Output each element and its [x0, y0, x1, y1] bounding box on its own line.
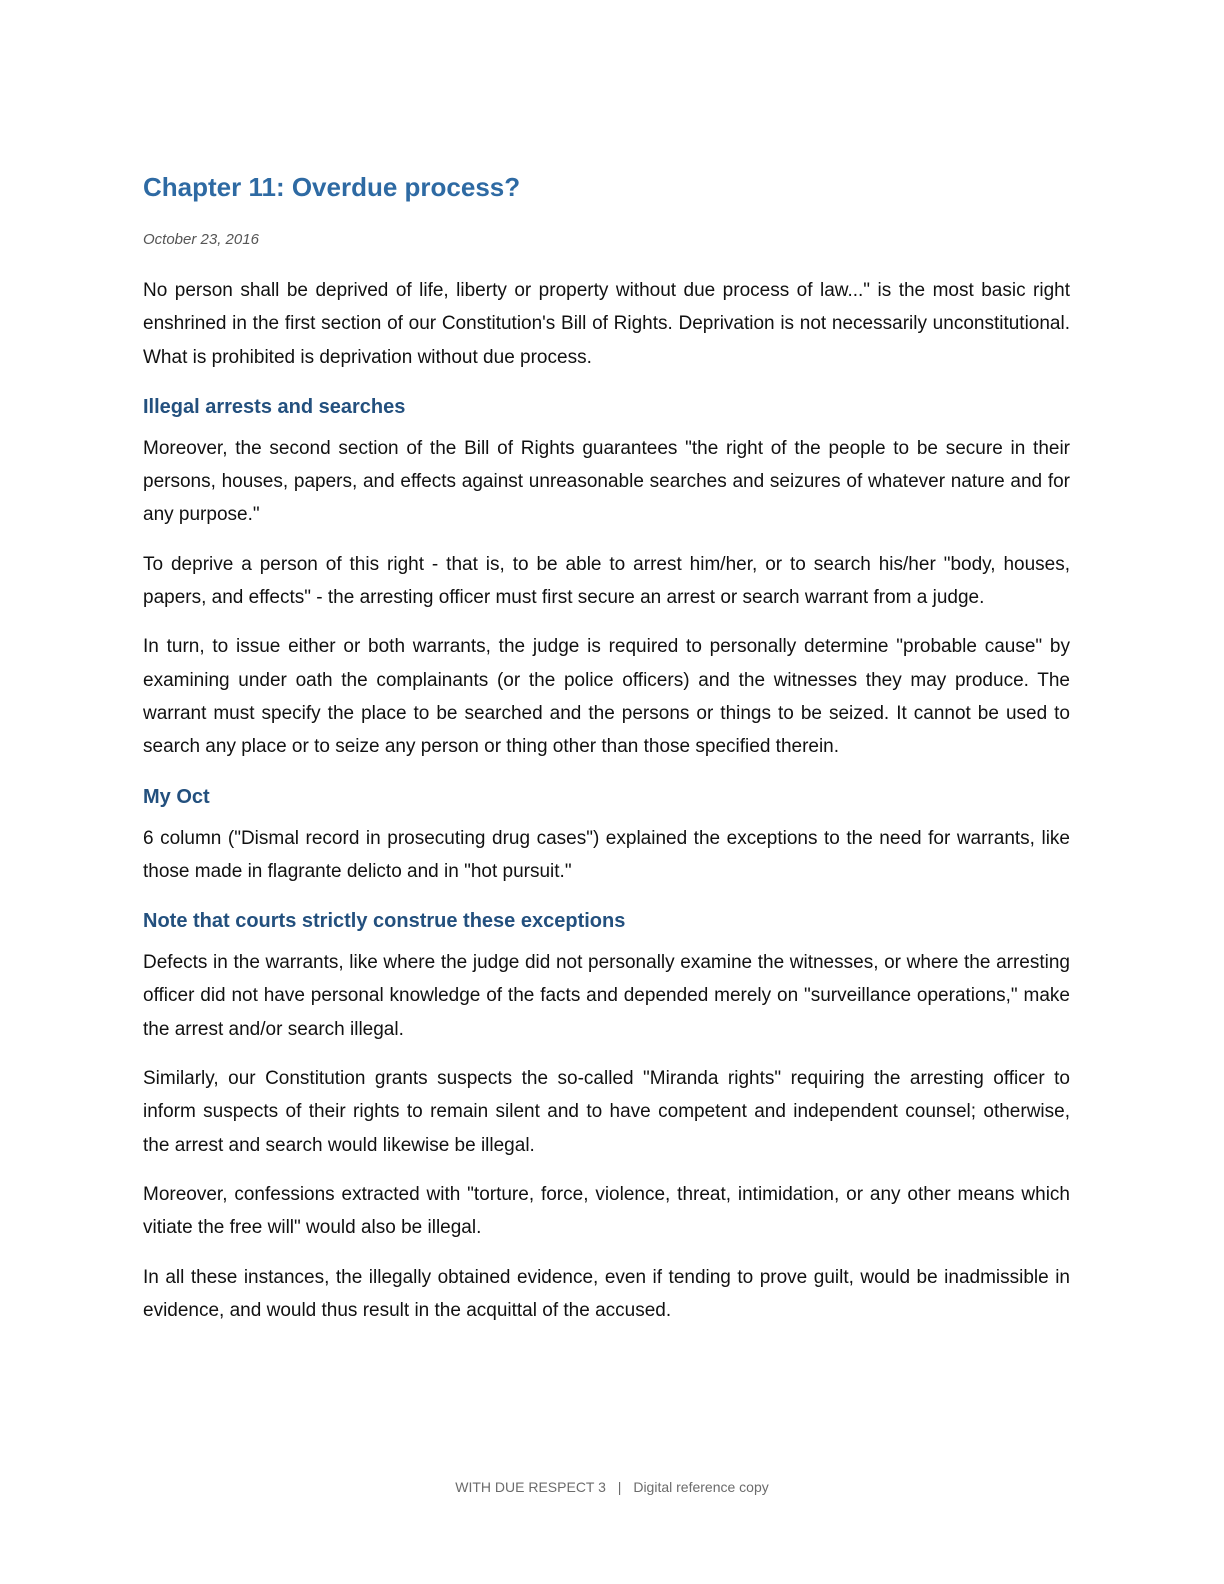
body-paragraph: To deprive a person of this right - that is, to be able to arrest him/her, or to search his/her "body, houses, papers, and effects" - the arresting officer must first secure an arrest or search warrant from a judge. — [143, 553, 1070, 609]
body-paragraph: In all these instances, the illegally obtained evidence, even if tending to prove guilt, would be inadmissible in evidence, and would thus result in the acquittal of the accused. — [143, 1266, 1070, 1321]
footer-copy-note: Digital reference copy — [633, 1479, 769, 1495]
section-heading: My Oct — [143, 785, 210, 808]
section-heading: Note that courts strictly construe these exceptions — [143, 910, 626, 933]
body-paragraph: Moreover, the second section of the Bill of Rights guarantees "the right of the people to be secure in their persons, houses, papers, and effects against unreasonable searches and seizures of whatever nature and for any purpose." — [143, 437, 1070, 526]
footer-separator: | — [617, 1479, 622, 1495]
body-paragraph: Moreover, confessions extracted with "torture, force, violence, threat, intimidation, or any other means which vitiate the free will" would also be illegal. — [143, 1183, 1070, 1239]
footer-book-title: WITH DUE RESPECT 3 — [455, 1479, 606, 1495]
body-paragraph: 6 column ("Dismal record in prosecuting drug cases") explained the exceptions to the need for warrants, like those made in flagrante delicto and in "hot pursuit." — [143, 827, 1070, 882]
body-paragraph: Similarly, our Constitution grants suspects the so-called "Miranda rights" requiring the arresting officer to inform suspects of their rights to remain silent and to have competent and independent counsel; otherwise, the arrest and search would likewise be illegal. — [143, 1068, 1070, 1156]
body-paragraph: No person shall be deprived of life, liberty or property without due process of law..." is the most basic right enshrined in the first section of our Constitution's Bill of Rights. Deprivation is not necessarily unconstitutional. What is prohibited is deprivation without due process. — [143, 280, 1070, 368]
article-body — [143, 274, 1070, 1343]
page-footer — [0, 1479, 1224, 1495]
chapter-title: Chapter 11: Overdue process? — [143, 172, 521, 202]
body-paragraph: Defects in the warrants, like where the judge did not personally examine the witnesses, or where the arresting officer did not have personal knowledge of the facts and depended merely on "surveillance operations," make the arrest and/or search illegal. — [143, 952, 1070, 1040]
section-heading: Illegal arrests and searches — [143, 395, 406, 418]
body-paragraph: In turn, to issue either or both warrants, the judge is required to personally determine "probable cause" by examining under oath the complainants (or the police officers) and the witnesses they may produce. The warrant must specify the place to be searched and the persons or things to be seized. It cannot be used to search any place or to seize any person or thing other than those specified therein. — [143, 636, 1070, 758]
publication-date: October 23, 2016 — [143, 231, 259, 248]
